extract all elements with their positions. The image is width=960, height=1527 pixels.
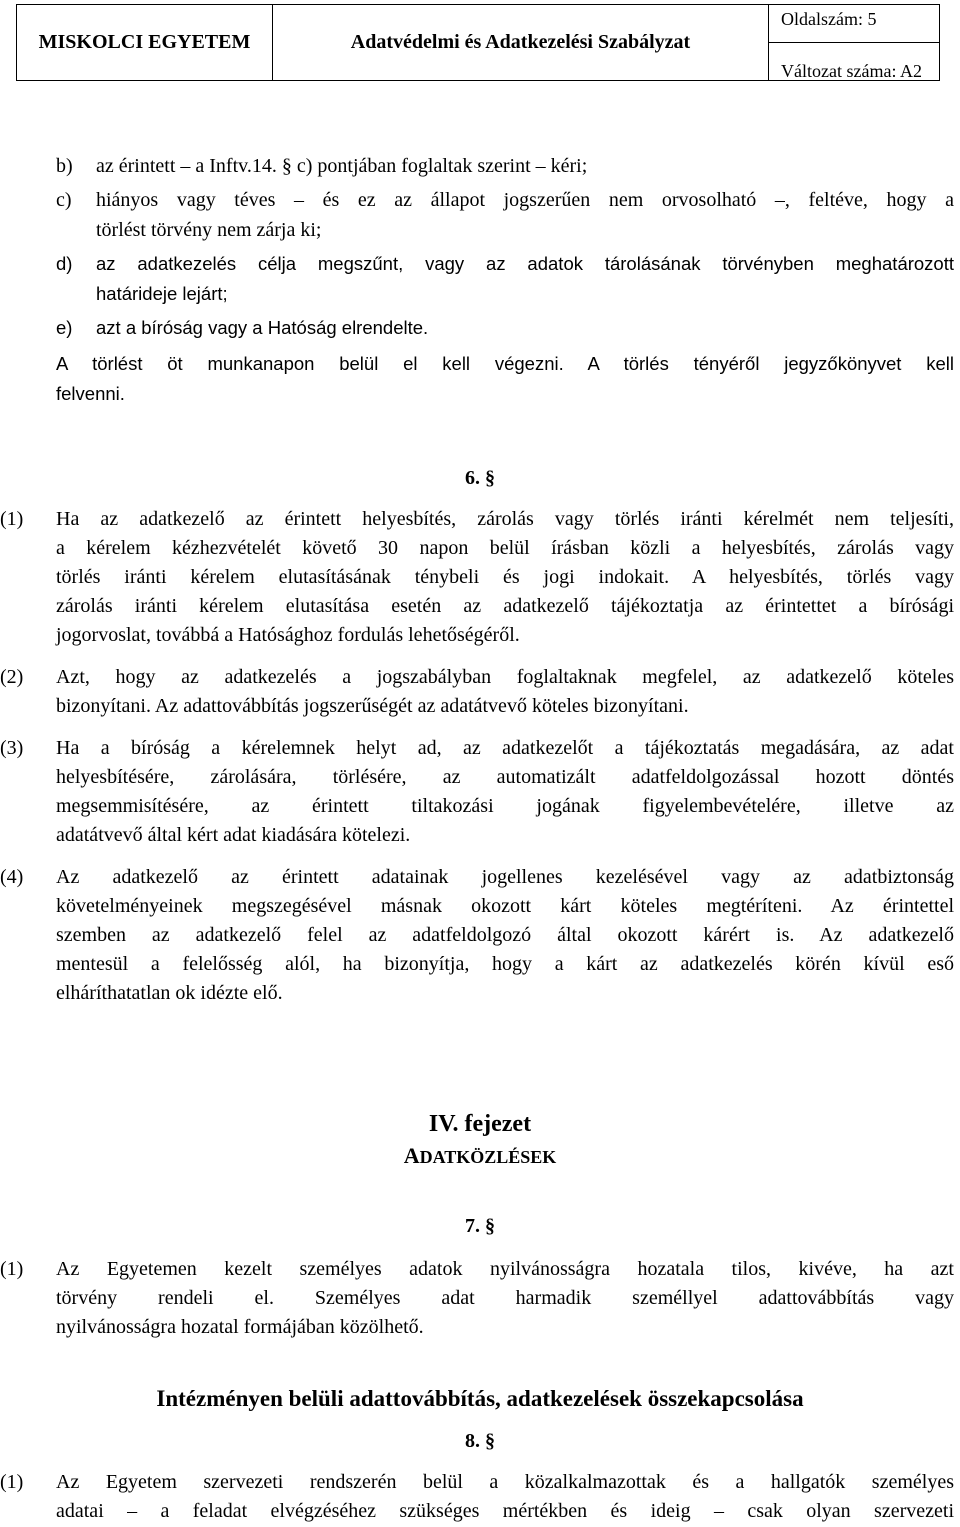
s6-p4-line: Az adatkezelő az érintett adatainak jogellenes kezelésével vagy az adatbiztonság <box>56 866 954 888</box>
list-marker-b: b) <box>56 155 73 177</box>
org-name: MISKOLCI EGYETEM <box>17 5 273 80</box>
chapter-subtitle <box>0 1142 960 1173</box>
s6-p2-line: bizonyítani. Az adattovábbítás jogszerűségét az adatátvevő köteles bizonyítani. <box>56 695 689 717</box>
list-item-d-line1: az adatkezelés célja megszűnt, vagy az adatok tárolásának törvényben meghatározott <box>96 253 954 274</box>
s6-p1-line: zárolás iránti kérelem elutasítása esetén az adatkezelő tájékoztatja az érintettet a bírósági <box>56 595 954 617</box>
s7-p1-line: törvény rendeli el. Személyes adat harmadik személlyel adattovábbítás vagy <box>56 1287 954 1309</box>
s8-p1-line: Az Egyetem szervezeti rendszerén belül a közalkalmazottak és a hallgatók személyes <box>56 1471 954 1493</box>
s6-p1-line: a kérelem kézhezvételét követő 30 napon belül írásban közli a helyesbítés, zárolás vagy <box>56 537 954 559</box>
s6-p1-line: törlés iránti kérelem elutasításának ténybeli és jogi indokait. A helyesbítés, törlés vagy <box>56 566 954 588</box>
s6-p4-line: követelményeinek megszegésével másnak okozott kárt köteles megtéríteni. Az érintettel <box>56 895 954 917</box>
section-7-heading: 7. § <box>465 1215 495 1237</box>
torles-line2: felvenni. <box>56 383 125 404</box>
s7-p1-line: nyilvánosságra hozatal formájában közölhető. <box>56 1316 424 1338</box>
s6-p1-number: (1) <box>0 508 24 530</box>
list-item-c-line2: törlést törvény nem zárja ki; <box>96 219 322 241</box>
s6-p2-line: Azt, hogy az adatkezelés a jogszabályban foglaltaknak megfelel, az adatkezelő köteles <box>56 666 954 688</box>
version-number: Változat száma: A2 <box>781 61 922 81</box>
chapter-subtitle-rest: DATKÖZLÉSEK <box>419 1147 557 1167</box>
section-8-heading: 8. § <box>465 1430 495 1452</box>
list-marker-e: e) <box>56 317 73 338</box>
s8-p1-number: (1) <box>0 1471 24 1493</box>
document-header <box>16 4 940 81</box>
page-number: Oldalszám: 5 <box>769 5 939 43</box>
s7-p1-line: Az Egyetemen kezelt személyes adatok nyilvánosságra hozatala tilos, kivéve, ha azt <box>56 1258 954 1280</box>
s6-p4-line: mentesül a felelősség alól, ha bizonyítja, hogy a kárt az adatkezelés körén kívül eső <box>56 953 954 975</box>
header-meta <box>769 5 939 80</box>
list-marker-c: c) <box>56 189 72 211</box>
list-item-d-line2: határideje lejárt; <box>96 283 228 304</box>
s6-p3-number: (3) <box>0 737 24 759</box>
document-title: Adatvédelmi és Adatkezelési Szabályzat <box>273 5 769 80</box>
chapter-title: IV. fejezet <box>428 1111 532 1137</box>
chapter-subtitle-initial: A <box>403 1143 420 1168</box>
torles-line1: A törlést öt munkanapon belül el kell végezni. A törlés tényéről jegyzőkönyvet kell <box>56 353 954 374</box>
s7-p1-number: (1) <box>0 1258 24 1280</box>
list-marker-d: d) <box>56 253 73 274</box>
s6-p4-line: szemben az adatkezelő felel az adatfeldolgozó által okozott kárért is. Az adatkezelő <box>56 924 954 946</box>
s6-p3-line: Ha a bíróság a kérelemnek helyt ad, az adatkezelőt a tájékoztatás megadására, az adat <box>56 737 954 759</box>
s8-p1-line: adatai – a feladat elvégzéséhez szükséges mértékben és ideig – csak olyan szervezeti <box>56 1500 954 1522</box>
subheading: Intézményen belüli adattovábbítás, adatkezelések összekapcsolása <box>156 1386 804 1411</box>
s6-p3-line: megsemmisítésére, az érintett tiltakozási jogának figyelembevételére, illetve az <box>56 795 954 817</box>
section-6-heading: 6. § <box>465 467 495 489</box>
s6-p2-number: (2) <box>0 666 24 688</box>
s6-p1-line: Ha az adatkezelő az érintett helyesbítés, zárolás vagy törlés iránti kérelmét nem teljesíti, <box>56 508 954 530</box>
list-item-c-line1: hiányos vagy téves – és ez az állapot jogszerűen nem orvosolható –, feltéve, hogy a <box>96 189 954 211</box>
s6-p4-number: (4) <box>0 866 24 888</box>
list-item-b: az érintett – a Inftv.14. § c) pontjában foglaltak szerint – kéri; <box>96 155 588 177</box>
s6-p1-line: jogorvoslat, továbbá a Hatósághoz fordulás lehetőségéről. <box>56 624 520 646</box>
s6-p4-line: elháríthatatlan ok idézte elő. <box>56 982 283 1004</box>
s6-p3-line: adatátvevő által kért adat kiadására kötelezi. <box>56 824 411 846</box>
s6-p3-line: helyesbítésére, zárolására, törlésére, az automatizált adatfeldolgozással hozott döntés <box>56 766 954 788</box>
list-item-e: azt a bíróság vagy a Hatóság elrendelte. <box>96 317 429 338</box>
